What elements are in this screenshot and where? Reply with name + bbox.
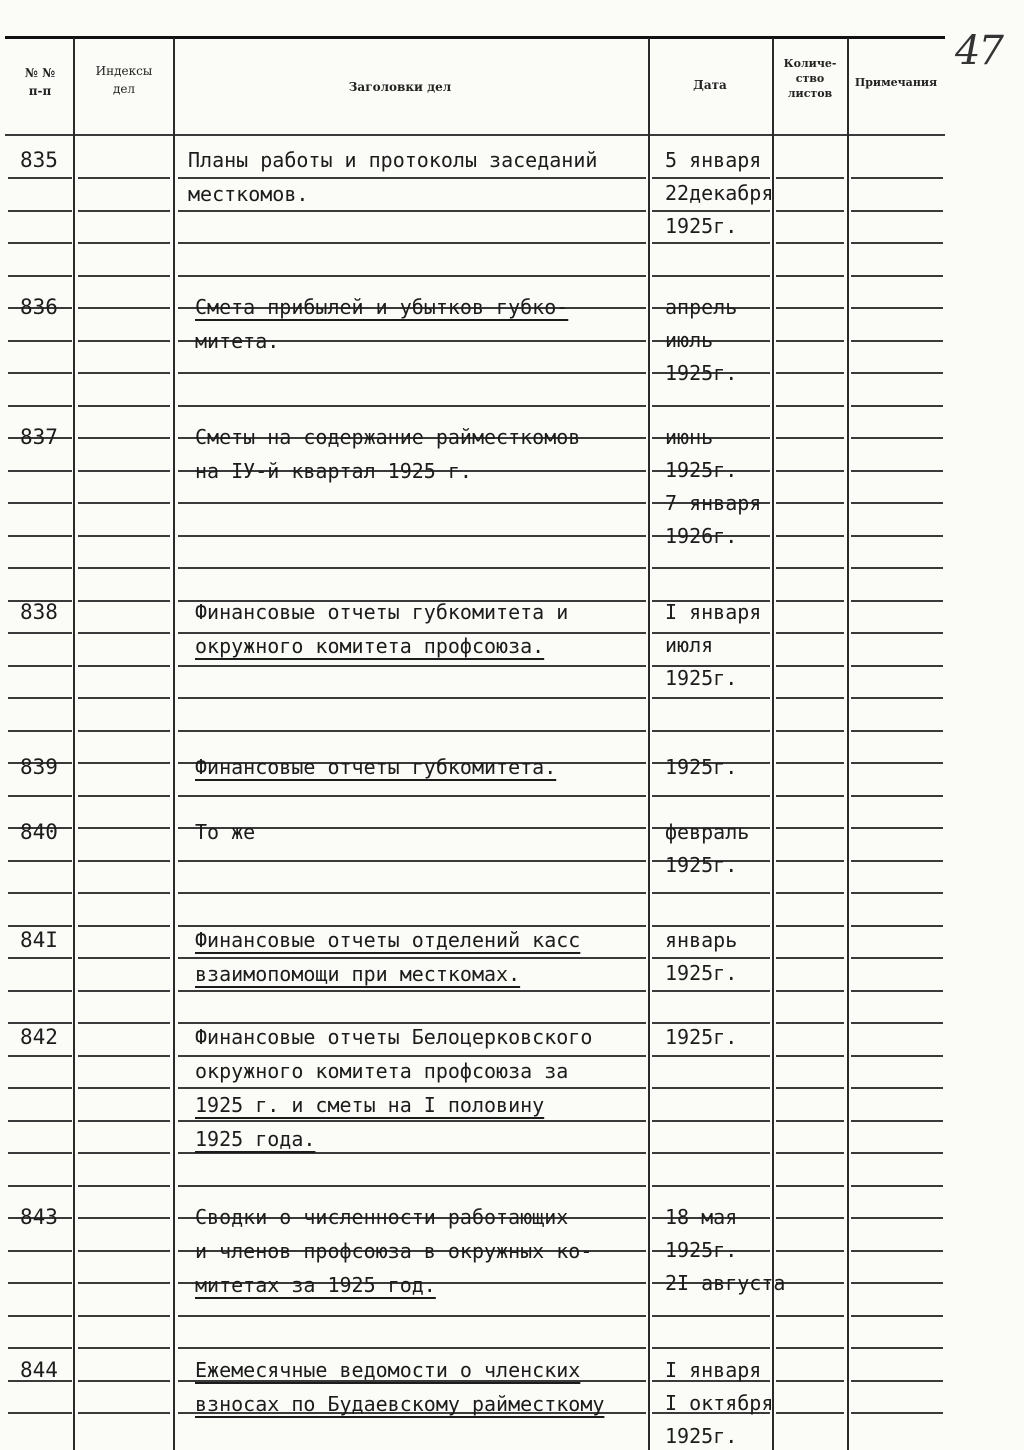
- column-divider: [847, 38, 849, 1450]
- case-date: 1925г.: [665, 666, 738, 690]
- case-number: 837: [20, 425, 58, 449]
- ruled-line: [8, 210, 72, 212]
- case-number: 844: [20, 1358, 58, 1382]
- ruled-line: [8, 990, 72, 992]
- ruled-line: [78, 1282, 170, 1284]
- ruled-line: [776, 242, 844, 244]
- ruled-line: [776, 210, 844, 212]
- ruled-line: [776, 957, 844, 959]
- ruled-line: [78, 340, 170, 342]
- ruled-line: [78, 600, 170, 602]
- ruled-line: [652, 1185, 770, 1187]
- case-title-line: митетах за 1925 год.: [195, 1273, 436, 1297]
- ruled-line: [776, 925, 844, 927]
- ruled-line: [178, 730, 646, 732]
- ruled-line: [652, 1087, 770, 1089]
- column-divider: [648, 38, 650, 1450]
- case-date: июнь: [665, 425, 714, 449]
- ruled-line: [8, 860, 72, 862]
- header-index: Индексы дел: [95, 64, 153, 96]
- case-date: 2I августа: [665, 1271, 786, 1295]
- ruled-line: [78, 795, 170, 797]
- case-date: 1925г.: [665, 361, 738, 385]
- ruled-line: [851, 437, 943, 439]
- ruled-line: [8, 1152, 72, 1154]
- ruled-line: [851, 502, 943, 504]
- case-number: 840: [20, 820, 58, 844]
- ruled-line: [78, 1120, 170, 1122]
- case-title-line: взаимопомощи при месткомах.: [195, 962, 521, 986]
- ruled-line: [851, 210, 943, 212]
- case-title-line: на IУ-й квартал 1925 г.: [195, 459, 472, 483]
- ruled-line: [851, 1217, 943, 1219]
- header-number: № № п-п: [24, 66, 56, 98]
- ruled-line: [776, 1282, 844, 1284]
- case-number: 842: [20, 1025, 58, 1049]
- ruled-line: [78, 275, 170, 277]
- ruled-line: [8, 340, 72, 342]
- case-title-line: Финансовые отчеты губкомитета.: [195, 755, 557, 779]
- ruled-line: [652, 1347, 770, 1349]
- ruled-line: [776, 502, 844, 504]
- ruled-line: [178, 1347, 646, 1349]
- ruled-line: [178, 242, 646, 244]
- ruled-line: [851, 697, 943, 699]
- ruled-line: [8, 730, 72, 732]
- ruled-line: [652, 567, 770, 569]
- ruled-line: [8, 1120, 72, 1122]
- ruled-line: [78, 1055, 170, 1057]
- ruled-line: [78, 697, 170, 699]
- ruled-line: [178, 892, 646, 894]
- ruled-line: [78, 1380, 170, 1382]
- ruled-line: [851, 372, 943, 374]
- ruled-line: [776, 1380, 844, 1382]
- ruled-line: [8, 1185, 72, 1187]
- ruled-line: [78, 535, 170, 537]
- ruled-line: [851, 1250, 943, 1252]
- column-divider: [772, 38, 774, 1450]
- ruled-line: [8, 275, 72, 277]
- ruled-line: [178, 177, 646, 179]
- ruled-line: [178, 990, 646, 992]
- ruled-line: [8, 372, 72, 374]
- case-title-line: Смета прибылей и убытков губко-: [195, 295, 569, 319]
- ruled-line: [78, 1087, 170, 1089]
- ruled-line: [8, 925, 72, 927]
- case-date: 7 января: [665, 491, 762, 515]
- ruled-line: [776, 1412, 844, 1414]
- ruled-line: [776, 372, 844, 374]
- ruled-line: [776, 730, 844, 732]
- case-title-line: окружного комитета профсоюза за: [195, 1059, 569, 1083]
- ruled-line: [8, 1250, 72, 1252]
- case-date: 22декабря: [665, 181, 774, 205]
- ruled-line: [851, 632, 943, 634]
- ruled-line: [776, 567, 844, 569]
- ruled-line: [776, 697, 844, 699]
- ruled-line: [178, 1120, 646, 1122]
- case-title-line: 1925 г. и сметы на I половину: [195, 1093, 545, 1117]
- case-title-line: Сводки о численности работающих: [195, 1205, 569, 1229]
- ruled-line: [851, 340, 943, 342]
- ruled-line: [776, 1217, 844, 1219]
- case-number: 838: [20, 600, 58, 624]
- ruled-line: [178, 372, 646, 374]
- ruled-line: [776, 827, 844, 829]
- case-number: 835: [20, 148, 58, 172]
- ruled-line: [851, 1022, 943, 1024]
- ruled-line: [776, 535, 844, 537]
- case-title-line: окружного комитета профсоюза.: [195, 634, 545, 658]
- case-date: 1925г.: [665, 853, 738, 877]
- case-title-line: Ежемесячные ведомости о членских: [195, 1358, 581, 1382]
- ruled-line: [178, 210, 646, 212]
- ruled-line: [652, 1315, 770, 1317]
- ruled-line: [78, 1347, 170, 1349]
- ruled-line: [8, 957, 72, 959]
- ruled-line: [776, 1250, 844, 1252]
- ruled-line: [776, 665, 844, 667]
- case-date: 1925г.: [665, 214, 738, 238]
- ruled-line: [178, 1152, 646, 1154]
- ruled-line: [652, 730, 770, 732]
- ruled-line: [652, 177, 770, 179]
- header-notes: Примечания: [854, 76, 938, 89]
- ruled-line: [776, 1120, 844, 1122]
- ruled-line: [851, 795, 943, 797]
- ruled-line: [78, 1022, 170, 1024]
- case-title-line: Финансовые отчеты губкомитета и: [195, 600, 569, 624]
- ruled-line: [652, 795, 770, 797]
- ruled-line: [78, 1217, 170, 1219]
- ruled-line: [851, 275, 943, 277]
- ruled-line: [776, 340, 844, 342]
- ruled-line: [851, 730, 943, 732]
- ruled-line: [8, 632, 72, 634]
- ruled-line: [851, 762, 943, 764]
- ruled-line: [776, 1315, 844, 1317]
- ruled-line: [178, 535, 646, 537]
- ruled-line: [776, 1055, 844, 1057]
- ruled-line: [178, 1022, 646, 1024]
- ruled-line: [851, 242, 943, 244]
- case-date: 1925г.: [665, 755, 738, 779]
- ruled-line: [78, 827, 170, 829]
- ruled-line: [8, 177, 72, 179]
- ruled-line: [851, 892, 943, 894]
- ruled-line: [776, 795, 844, 797]
- ruled-line: [851, 567, 943, 569]
- case-title-line: Планы работы и протоколы заседаний: [188, 148, 598, 172]
- ruled-line: [652, 1055, 770, 1057]
- ruled-line: [78, 632, 170, 634]
- ruled-line: [178, 957, 646, 959]
- ruled-line: [851, 957, 943, 959]
- ruled-line: [8, 535, 72, 537]
- ruled-line: [78, 405, 170, 407]
- ruled-line: [851, 177, 943, 179]
- ruled-line: [776, 177, 844, 179]
- ruled-line: [851, 535, 943, 537]
- case-title-line: Финансовые отчеты отделений касс: [195, 928, 581, 952]
- ruled-line: [851, 307, 943, 309]
- ruled-line: [78, 762, 170, 764]
- case-title-line: 1925 года.: [195, 1127, 316, 1151]
- ruled-line: [652, 210, 770, 212]
- ruled-line: [776, 1022, 844, 1024]
- ruled-line: [8, 470, 72, 472]
- ruled-line: [178, 697, 646, 699]
- ruled-line: [78, 1250, 170, 1252]
- ruled-line: [776, 1347, 844, 1349]
- column-divider: [73, 38, 75, 1450]
- ruled-line: [652, 892, 770, 894]
- ruled-line: [851, 1087, 943, 1089]
- ruled-line: [652, 697, 770, 699]
- ruled-line: [78, 470, 170, 472]
- case-date: февраль: [665, 820, 750, 844]
- column-divider: [173, 38, 175, 1450]
- ruled-line: [652, 275, 770, 277]
- ruled-line: [78, 892, 170, 894]
- ruled-line: [851, 665, 943, 667]
- ruled-line: [776, 762, 844, 764]
- ruled-line: [851, 1412, 943, 1414]
- ruled-line: [851, 405, 943, 407]
- header-sheet-count: Количе- ство листов: [783, 57, 837, 100]
- ruled-line: [8, 1412, 72, 1414]
- ruled-line: [78, 1315, 170, 1317]
- case-date: июля: [665, 633, 714, 657]
- ruled-line: [178, 925, 646, 927]
- ruled-line: [652, 925, 770, 927]
- ruled-line: [851, 1152, 943, 1154]
- ruled-line: [78, 957, 170, 959]
- ruled-line: [178, 795, 646, 797]
- ruled-line: [78, 210, 170, 212]
- ruled-line: [776, 1152, 844, 1154]
- case-number: 84I: [20, 928, 58, 952]
- ruled-line: [178, 567, 646, 569]
- ruled-line: [8, 1347, 72, 1349]
- ruled-line: [8, 795, 72, 797]
- ruled-line: [8, 242, 72, 244]
- ruled-line: [776, 860, 844, 862]
- ruled-line: [178, 1315, 646, 1317]
- case-date: 1925г.: [665, 458, 738, 482]
- ruled-line: [851, 1185, 943, 1187]
- case-number: 836: [20, 295, 58, 319]
- ruled-line: [8, 892, 72, 894]
- ruled-line: [776, 632, 844, 634]
- ruled-line: [78, 925, 170, 927]
- ruled-line: [652, 957, 770, 959]
- case-date: апрель: [665, 295, 738, 319]
- ruled-line: [851, 827, 943, 829]
- ruled-line: [8, 1022, 72, 1024]
- page-number: 47: [955, 28, 1002, 74]
- ruled-line: [78, 437, 170, 439]
- ruled-line: [776, 1185, 844, 1187]
- ruled-line: [652, 990, 770, 992]
- case-date: январь: [665, 928, 738, 952]
- ruled-line: [851, 1282, 943, 1284]
- case-date: 18 мая: [665, 1205, 738, 1229]
- case-title-line: То же: [195, 820, 256, 844]
- table-top-border: [5, 36, 945, 39]
- ruled-line: [178, 1185, 646, 1187]
- ruled-line: [851, 925, 943, 927]
- ruled-line: [78, 1185, 170, 1187]
- ruled-line: [8, 1282, 72, 1284]
- ruled-line: [78, 1152, 170, 1154]
- ruled-line: [8, 665, 72, 667]
- case-date: I января: [665, 600, 762, 624]
- ruled-line: [776, 990, 844, 992]
- ruled-line: [776, 307, 844, 309]
- header-bottom-border: [5, 134, 945, 136]
- case-date: июль: [665, 328, 714, 352]
- ruled-line: [776, 600, 844, 602]
- case-title-line: митета.: [195, 329, 280, 353]
- header-date: Дата: [693, 78, 727, 92]
- ruled-line: [78, 860, 170, 862]
- ruled-line: [178, 1087, 646, 1089]
- case-date: 1925г.: [665, 1238, 738, 1262]
- case-title-line: Сметы на содержание райместкомов: [195, 425, 581, 449]
- ruled-line: [78, 177, 170, 179]
- ruled-line: [178, 502, 646, 504]
- ruled-line: [851, 1120, 943, 1122]
- case-title-line: Финансовые отчеты Белоцерковского: [195, 1025, 593, 1049]
- case-date: I октября: [665, 1391, 774, 1415]
- ruled-line: [78, 730, 170, 732]
- case-date: 1925г.: [665, 1025, 738, 1049]
- ruled-line: [78, 307, 170, 309]
- ruled-line: [851, 1347, 943, 1349]
- case-title-line: и членов профсоюза в окружных ко-: [195, 1239, 593, 1263]
- ruled-line: [78, 1412, 170, 1414]
- ruled-line: [178, 665, 646, 667]
- ruled-line: [776, 1087, 844, 1089]
- ruled-line: [652, 1152, 770, 1154]
- ruled-line: [78, 372, 170, 374]
- ruled-line: [78, 242, 170, 244]
- ruled-line: [776, 275, 844, 277]
- ruled-line: [8, 405, 72, 407]
- ruled-line: [851, 1055, 943, 1057]
- ruled-line: [8, 697, 72, 699]
- ruled-line: [8, 1087, 72, 1089]
- case-date: 1925г.: [665, 961, 738, 985]
- ruled-line: [178, 1055, 646, 1057]
- ruled-line: [776, 437, 844, 439]
- case-date: I января: [665, 1358, 762, 1382]
- case-number: 843: [20, 1205, 58, 1229]
- ruled-line: [78, 567, 170, 569]
- ruled-line: [851, 1380, 943, 1382]
- ruled-line: [652, 242, 770, 244]
- case-date: 5 января: [665, 148, 762, 172]
- ruled-line: [652, 405, 770, 407]
- ruled-line: [8, 1315, 72, 1317]
- ruled-line: [8, 567, 72, 569]
- case-number: 839: [20, 755, 58, 779]
- case-date: 1926г.: [665, 524, 738, 548]
- ruled-line: [776, 405, 844, 407]
- header-title: Заголовки дел: [348, 80, 452, 94]
- ruled-line: [851, 1315, 943, 1317]
- ruled-line: [78, 990, 170, 992]
- case-date: 1925г.: [665, 1424, 738, 1448]
- ruled-line: [78, 665, 170, 667]
- ruled-line: [776, 470, 844, 472]
- ruled-line: [178, 275, 646, 277]
- ruled-line: [851, 860, 943, 862]
- ruled-line: [851, 470, 943, 472]
- ruled-line: [178, 405, 646, 407]
- ruled-line: [78, 502, 170, 504]
- ruled-line: [851, 990, 943, 992]
- ruled-line: [776, 892, 844, 894]
- case-title-line: месткомов.: [188, 182, 309, 206]
- ruled-line: [178, 860, 646, 862]
- ruled-line: [8, 502, 72, 504]
- case-title-line: взносах по Будаевскому райместкому: [195, 1392, 605, 1416]
- ruled-line: [8, 1055, 72, 1057]
- ruled-line: [652, 1120, 770, 1122]
- ruled-line: [851, 600, 943, 602]
- ruled-line: [652, 1022, 770, 1024]
